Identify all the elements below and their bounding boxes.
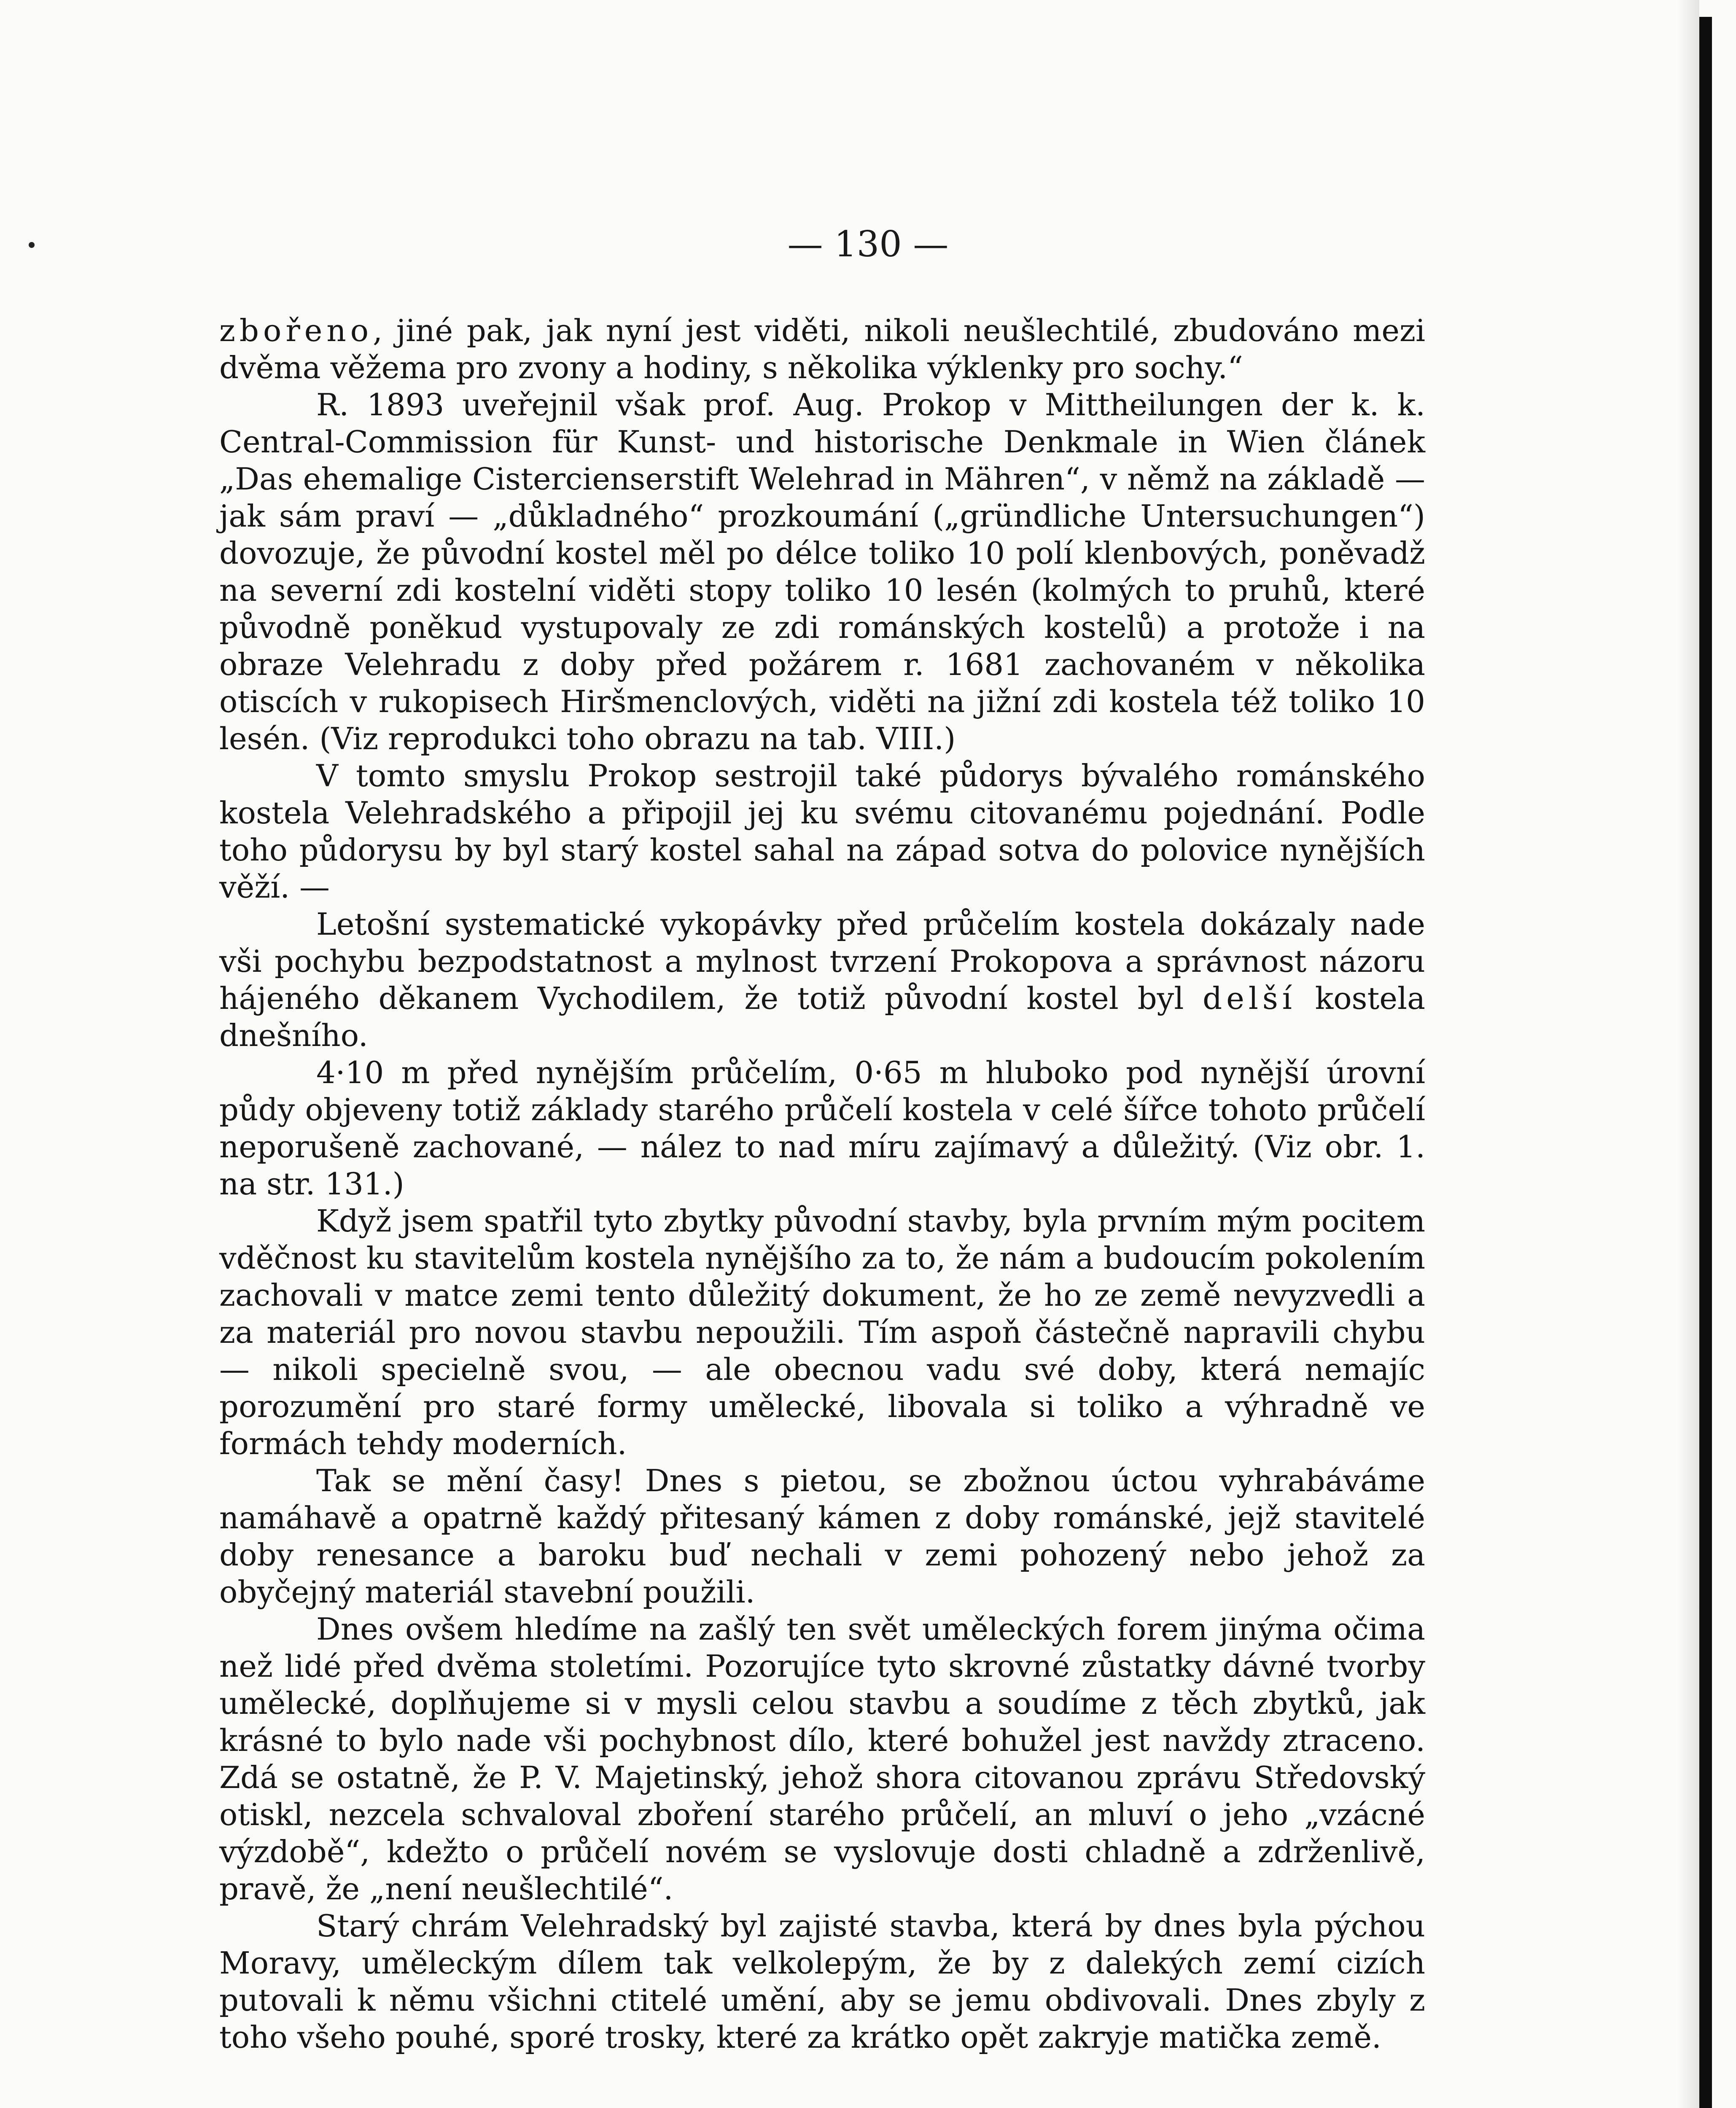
paragraph-2: R. 1893 uveřejnil však prof. Aug. Prokop v Mittheilungen der k. k. Central-Commission für Kunst- und historische Denkmale in Wien článek „Das ehemalige Cistercienserstift Welehrad in Mähren“, v němž na základě — jak sám praví — „důkladného“ prozkoumání („gründliche Untersuchungen“) dovozuje, že původní kostel měl po délce toliko 10 polí klenbových, poněvadž na severní zdi kostelní viděti stopy toliko 10 lesén (kolmých to pruhů, které původně poněkud vystupovaly ze zdi románských kostelů) a protože i na obraze Velehradu z doby před požárem r. 1681 zachovaném v několika otiscích v rukopisech Hiršmenclových, viděti na jižní zdi kostela též toliko 10 lesén. (Viz reprodukci toho obrazu na tab. VIII.) [219,387,1425,756]
spaced-word-zboreno: zbořeno [219,313,373,348]
paragraph-4-after: kostela dnešního. [219,981,1425,1053]
paragraph-3: V tomto smyslu Prokop sestrojil také půdorys bývalého románského kostela Velehradského a připojil jej ku svému citovanému pojednání. Podle toho půdorysu by byl starý kostel sahal na západ sotva do polovice nynějších věží. — [219,758,1425,905]
paragraph-4 [219,906,1425,1054]
body-text [219,312,1425,2056]
paragraph-7: Tak se mění časy! Dnes s pietou, se zbožnou úctou vyhrabáváme namáhavě a opatrně každý přitesaný kámen z doby románské, jejž stavitelé doby renesance a baroku buď nechali v zemi pohozený nebo jehož za obyčejný materiál stavební použili. [219,1463,1425,1610]
paragraph-9: Starý chrám Velehradský byl zajisté stavba, která by dnes byla pýchou Moravy, uměleckým dílem tak velkolepým, že by z dalekých zemí cizích putovali k němu všichni ctitelé umění, aby se jemu obdivovali. Dnes zbyly z toho všeho pouhé, sporé trosky, které za krátko opět zakryje matička země. [219,1908,1425,2055]
page-edge-shadow [1678,0,1699,2108]
paragraph-1 [219,312,1425,386]
paragraph-8: Dnes ovšem hledíme na zašlý ten svět uměleckých forem jinýma očima než lidé před dvěma stoletími. Pozorujíce tyto skrovné zůstatky dávné tvorby umělecké, doplňujeme si v mysli celou stavbu a soudíme z těch zbytků, jak krásné to bylo nade vši pochybnost dílo, které bohužel jest navždy ztraceno. Zdá se ostatně, že P. V. Majetinský, jehož shora citovanou zprávu Středovský otiskl, nezcela schvaloval zboření starého průčelí, an mluví o jeho „vzácné výzdobě“, kdežto o průčelí novém se vyslovuje dosti chladně a zdrženlivě, pravě, že „není neušlechtilé“. [219,1611,1425,1906]
paragraph-1-text: , jiné pak, jak nyní jest viděti, nikoli neušlechtilé, zbudováno mezi dvěma věžema pro zvony a hodiny, s několika výklenky pro sochy.“ [219,313,1425,385]
paragraph-4-before: Letošní systematické vykopávky před průčelím kostela dokázaly nade vši pochybu bezpodstatnost a mylnost tvrzení Prokopova a správnost názoru hájeného děkanem Vychodilem, že totiž původní kostel byl [219,906,1425,1016]
paragraph-5: 4·10 m před nynějším průčelím, 0·65 m hluboko pod nynější úrovní půdy objeveny totiž základy starého průčelí kostela v celé šířce tohoto průčelí neporušeně zachované, — nález to nad míru zajímavý a důležitý. (Viz obr. 1. na str. 131.) [219,1055,1425,1202]
page-number: — 130 — [787,223,949,265]
spaced-word-delsi: delší [1203,981,1296,1016]
paragraph-6: Když jsem spatřil tyto zbytky původní stavby, byla prvním mým pocitem vděčnost ku stavitelům kostela nynějšího za to, že nám a budoucím pokolením zachovali v matce zemi tento důležitý dokument, že ho ze země nevyzvedli a za materiál pro novou stavbu nepoužili. Tím aspoň částečně napravili chybu — nikoli specielně svou, — ale obecnou vadu své doby, která nemajíc porozumění pro staré formy umělecké, libovala si toliko a výhradně ve formách tehdy moderních. [219,1203,1425,1461]
scan-edge-bar [1699,17,1712,2108]
